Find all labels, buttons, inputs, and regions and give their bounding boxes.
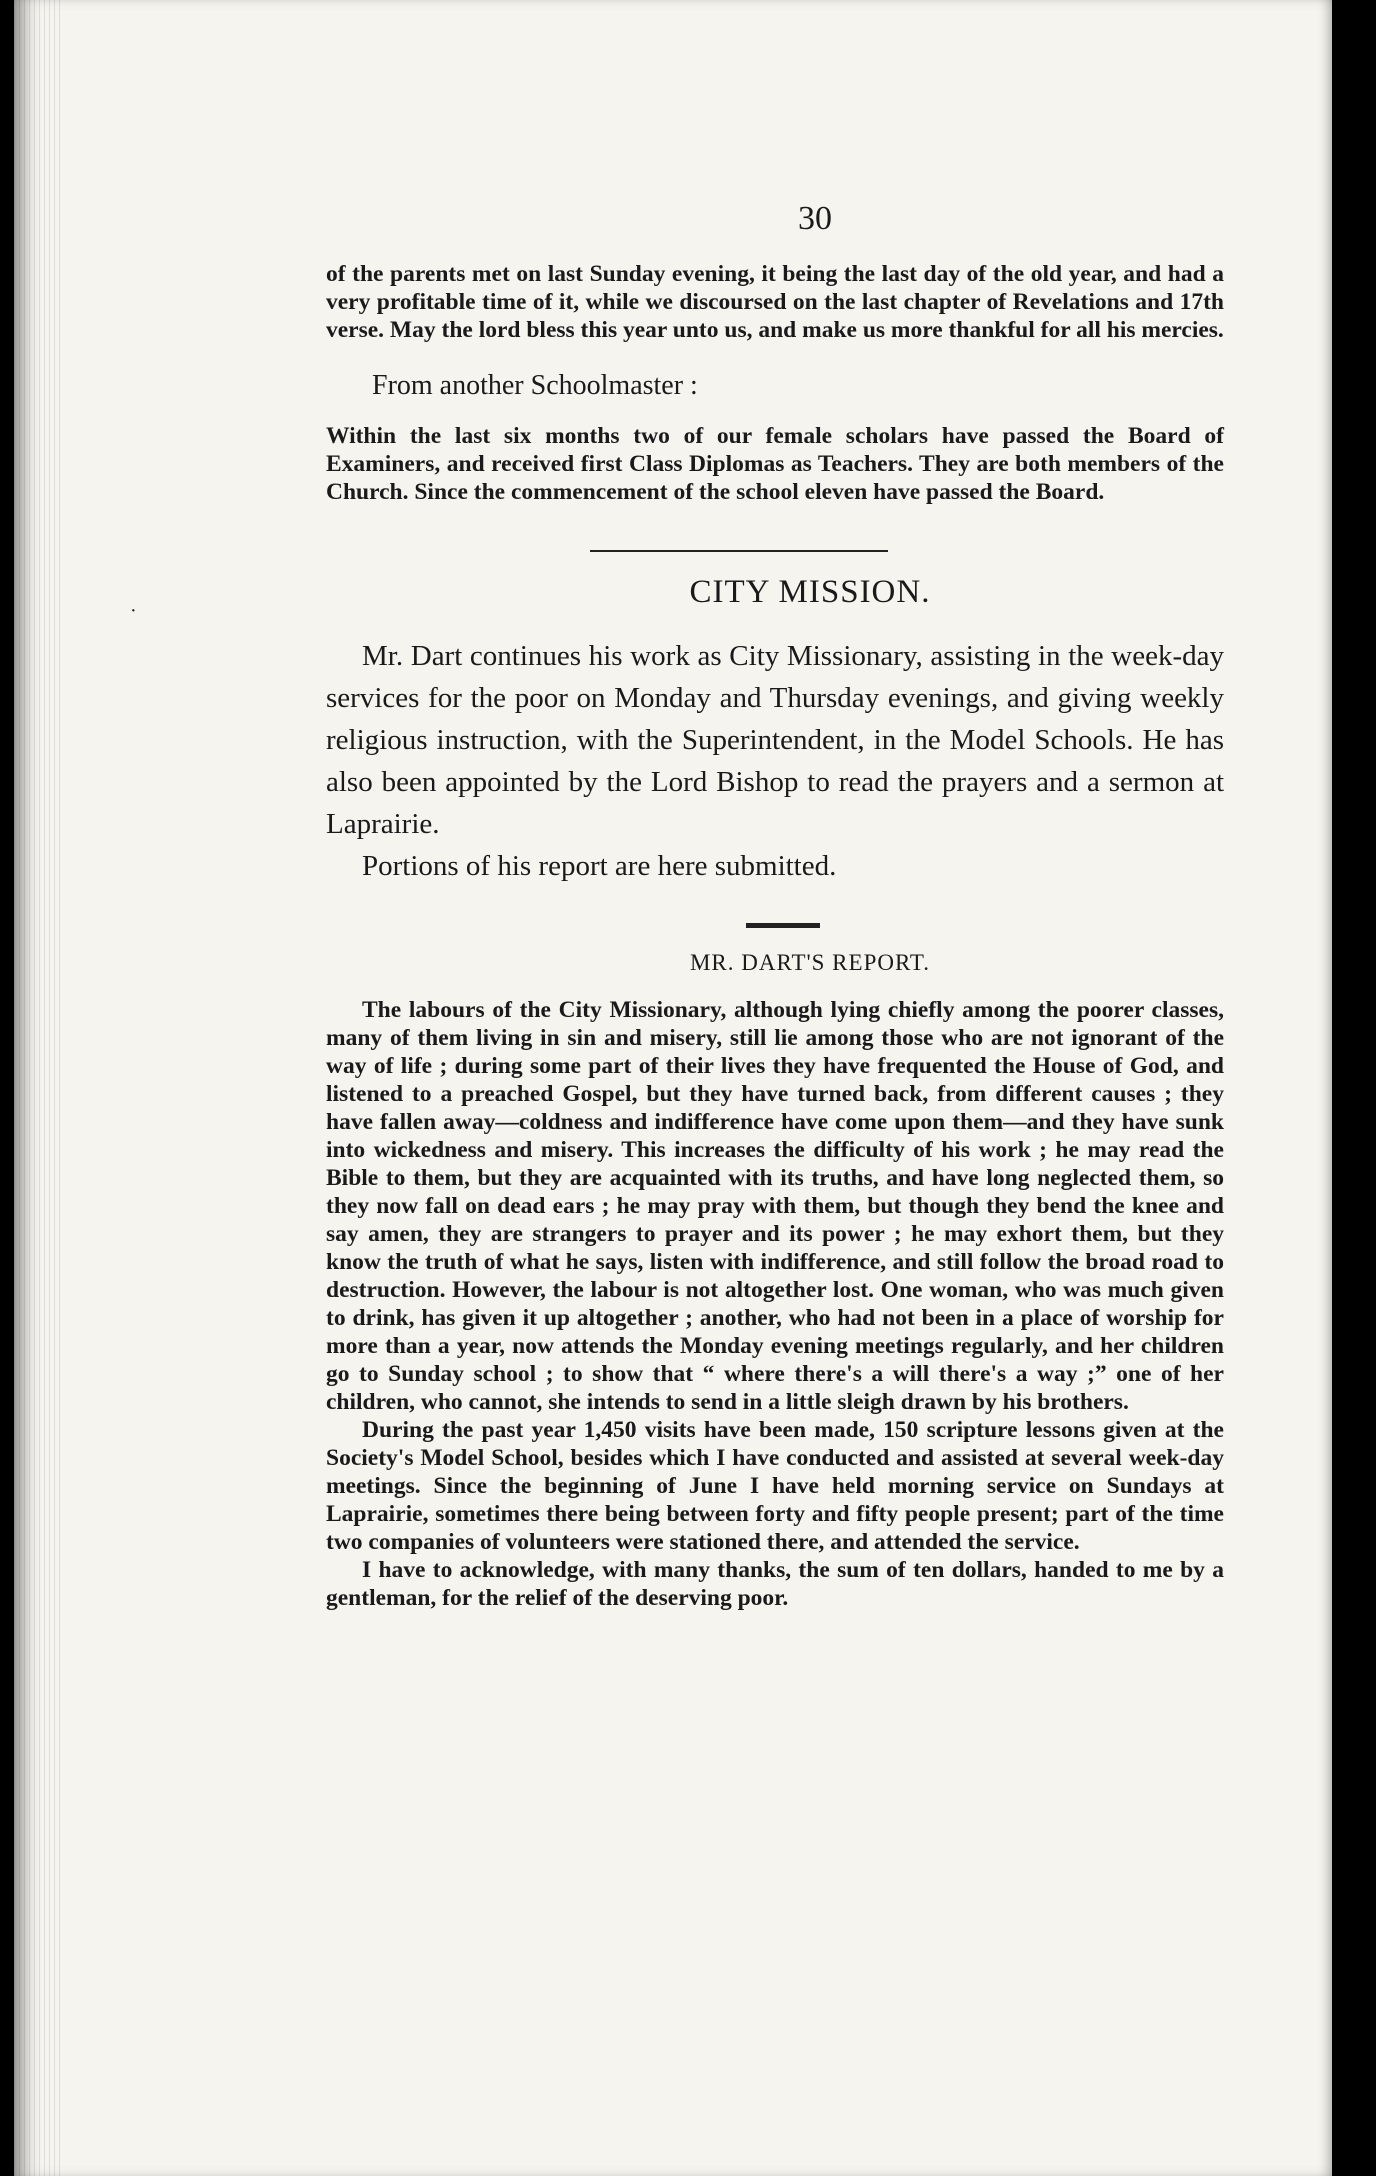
report-paragraph: I have to acknowledge, with many thanks, the sum of ten dollars, handed to me by a gentleman, for the relief of the deserving poor.	[326, 1557, 1224, 1611]
page-edge	[14, 0, 62, 2176]
second-schoolmaster-heading: From another Schoolmaster :	[372, 370, 698, 401]
second-schoolmaster-text: Within the last six months two of our female scholars have passed the Board of Examiners, and received first Class Diplomas as Teachers. They are both members of the Church. Since the commencement of the school eleven have passed the Board.	[326, 423, 1224, 505]
section-divider	[590, 550, 888, 552]
opening-paragraph: of the parents met on last Sunday evening, it being the last day of the old year, and had a very profitable time of it, while we discoursed on the last chapter of Revelations and 17th verse. May the lord bless this year unto us, and make us more thankful for all his mercies.	[326, 261, 1224, 343]
stray-mark: ·	[130, 600, 137, 622]
report-paragraph: During the past year 1,450 visits have been made, 150 scripture lessons given at the Society's Model School, besides which I have conducted and assisted at several week-day meetings. Since the beginning of June I have held morning service on Sundays at Laprairie, sometimes there being between forty and fifty people present; part of the time two companies of volunteers were stationed there, and attended the service.	[326, 1417, 1224, 1555]
city-mission-title: CITY MISSION.	[689, 574, 931, 610]
city-mission-paragraph: Portions of his report are here submitted.	[362, 850, 837, 882]
report-title: MR. DART'S REPORT.	[689, 950, 931, 975]
city-mission-paragraph: Mr. Dart continues his work as City Missionary, assisting in the week-day services for the poor on Monday and Thursday evenings, and giving weekly religious instruction, with the Superintendent, in the Model Schools. He has also been appointed by the Lord Bishop to read the prayers and a sermon at Laprairie.	[326, 640, 1224, 840]
page-content	[326, 200, 1224, 1612]
page-number: 30	[798, 200, 832, 237]
report-divider	[746, 923, 820, 928]
book-page	[14, 0, 1332, 2176]
report-paragraph: The labours of the City Missionary, although lying chiefly among the poorer classes, many of them living in sin and misery, still lie among those who are not ignorant of the way of life ; during some part of their lives they have frequented the House of God, and listened to a preached Gospel, but they have turned back, from different causes ; they have fallen away—coldness and indifference have come upon them—and they have sunk into wickedness and misery. This increases the difficulty of his work ; he may read the Bible to them, but they are acquainted with its truths, and have long neglected them, so they now fall on dead ears ; he may pray with them, but though they bend the knee and say amen, they are strangers to prayer and its power ; he may exhort them, but they know the truth of what he says, listen with indifference, and still follow the broad road to destruction. However, the labour is not altogether lost. One woman, who was much given to drink, has given it up altogether ; another, who had not been in a place of worship for more than a year, now attends the Monday evening meetings regularly, and her children go to Sunday school ; to show that “ where there's a will there's a way ;” one of her children, who cannot, she intends to send in a little sleigh drawn by his brothers.	[326, 997, 1224, 1415]
